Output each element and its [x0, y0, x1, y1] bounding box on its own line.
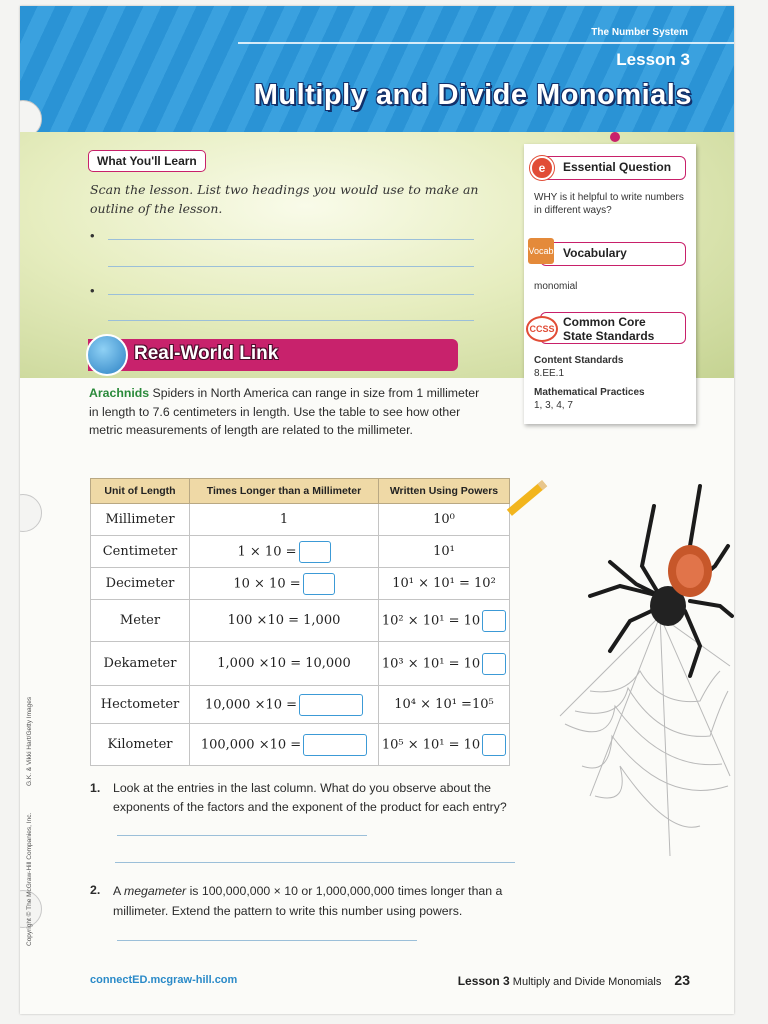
globe-icon — [86, 334, 128, 376]
question-text: Look at the entries in the last column. What do you observe about the exponents of the factors and the exponent of the product for each entry? — [113, 781, 507, 814]
paragraph-body: Spiders in North America can range in size from 1 millimeter in length to 7.6 centimeters in length. Use the table to see how other metric measurements of length are related to the millimeter. — [89, 386, 480, 437]
table-header-row — [91, 479, 510, 504]
unit-cell: Kilometer — [91, 724, 190, 766]
spider-web — [560, 616, 730, 856]
banner-divider — [238, 42, 734, 44]
math-practices-label: Mathematical Practices — [534, 387, 645, 398]
content-standards-label: Content Standards — [534, 355, 624, 366]
real-world-link-label: Real-World Link — [134, 343, 279, 364]
footer-lesson — [458, 972, 690, 988]
times-cell — [190, 504, 379, 536]
times-text: 100,000 ×10 = — [200, 737, 302, 752]
lesson-banner — [20, 6, 734, 132]
workbook-page — [20, 6, 734, 1014]
page-number: 23 — [674, 972, 690, 988]
powers-text: 10⁵ × 10¹ = 10 — [381, 737, 481, 752]
col-header: Times Longer than a Millimeter — [190, 479, 379, 504]
question-text-a: A — [113, 884, 124, 898]
answer-box[interactable] — [299, 694, 363, 716]
essential-question-icon: e — [530, 156, 554, 180]
essential-question-tag — [540, 156, 686, 180]
powers-text: 10² × 10¹ = 10 — [381, 613, 481, 628]
times-text: 1 × 10 = — [237, 544, 297, 559]
paragraph-lead: Arachnids — [89, 386, 150, 400]
exponent-box[interactable] — [482, 653, 506, 675]
answer-line[interactable] — [108, 239, 474, 240]
lesson-number: Lesson 3 — [616, 50, 690, 69]
powers-text: 10⁴ × 10¹ =10⁵ — [394, 697, 494, 712]
powers-cell — [379, 568, 510, 600]
powers-cell — [379, 686, 510, 724]
times-cell — [190, 642, 379, 686]
powers-text: 10¹ × 10¹ = 10² — [392, 576, 496, 591]
unit-kicker: The Number System — [591, 27, 688, 38]
page-title: Multiply and Divide Monomials — [253, 79, 692, 111]
times-text: 10 × 10 = — [233, 576, 301, 591]
math-practices-value: 1, 3, 4, 7 — [534, 400, 573, 411]
question-1 — [90, 779, 520, 836]
answer-line[interactable] — [115, 862, 515, 863]
times-cell — [190, 600, 379, 642]
answer-box[interactable] — [299, 541, 331, 563]
binder-hole — [20, 494, 42, 532]
table-row — [91, 536, 510, 568]
unit-cell: Dekameter — [91, 642, 190, 686]
spider-illustration — [550, 466, 734, 866]
answer-line[interactable] — [117, 835, 367, 836]
ccss-tag — [540, 312, 686, 344]
table-row — [91, 504, 510, 536]
table-row — [91, 568, 510, 600]
question-term: megameter — [123, 884, 187, 898]
table-row — [91, 600, 510, 642]
times-text: 10,000 ×10 = — [204, 697, 298, 712]
unit-cell: Meter — [91, 600, 190, 642]
intro-paragraph — [89, 384, 489, 440]
push-pin-icon — [610, 132, 620, 142]
table-row — [91, 686, 510, 724]
vocabulary-label: Vocabulary — [563, 246, 627, 260]
unit-cell: Hectometer — [91, 686, 190, 724]
learn-prompt: Scan the lesson. List two headings you would use to make an outline of the lesson. — [90, 182, 479, 216]
bullet-1: • — [90, 228, 95, 243]
essential-question-label: Essential Question — [563, 160, 672, 174]
content-standards-value: 8.EE.1 — [534, 368, 565, 379]
exponent-box[interactable] — [482, 610, 506, 632]
unit-cell: Centimeter — [91, 536, 190, 568]
times-cell — [190, 686, 379, 724]
table-row — [91, 724, 510, 766]
photo-credit: G.K. & Vikki Hart/Getty Images — [26, 696, 33, 786]
powers-cell — [379, 536, 510, 568]
footer-lesson-label: Lesson 3 — [457, 974, 510, 988]
length-table — [90, 478, 510, 766]
unit-cell: Decimeter — [91, 568, 190, 600]
times-text: 1,000 ×10 = 10,000 — [217, 656, 351, 671]
table-row — [91, 642, 510, 686]
powers-cell — [379, 504, 510, 536]
answer-line[interactable] — [117, 940, 417, 941]
exponent-box[interactable] — [482, 734, 506, 756]
powers-cell — [379, 724, 510, 766]
powers-text: 10³ × 10¹ = 10 — [381, 656, 481, 671]
powers-text: 10⁰ — [433, 512, 455, 527]
col-header: Unit of Length — [91, 479, 190, 504]
col-header: Written Using Powers — [379, 479, 510, 504]
footer-url[interactable]: connectED.mcgraw-hill.com — [90, 974, 238, 986]
ccss-label-1: Common Core — [563, 315, 646, 329]
answer-box[interactable] — [303, 734, 367, 756]
powers-cell — [379, 642, 510, 686]
times-cell — [190, 536, 379, 568]
vocabulary-icon: Vocab — [528, 238, 554, 264]
question-number: 1. — [90, 781, 101, 795]
question-2 — [90, 881, 520, 941]
ccss-icon: CCSS — [526, 316, 558, 342]
answer-box[interactable] — [303, 573, 335, 595]
footer-lesson-title: Multiply and Divide Monomials — [512, 976, 662, 988]
vocabulary-tag — [540, 242, 686, 266]
times-text: 1 — [279, 512, 289, 527]
powers-cell — [379, 600, 510, 642]
question-number: 2. — [90, 883, 101, 897]
times-cell — [190, 724, 379, 766]
credits — [26, 696, 40, 966]
powers-text: 10¹ — [433, 544, 455, 559]
question-text-b: is 100,000,000 × 10 or 1,000,000,000 times longer than a millimeter. Extend the pattern to write this number using powers. — [113, 884, 503, 918]
answer-line[interactable] — [108, 266, 474, 267]
what-youll-learn-label: What You'll Learn — [88, 150, 206, 172]
answer-line[interactable] — [108, 320, 474, 321]
unit-cell: Millimeter — [91, 504, 190, 536]
answer-line[interactable] — [108, 294, 474, 295]
bullet-2: • — [90, 283, 95, 298]
times-cell — [190, 568, 379, 600]
copyright-text: Copyright © The McGraw-Hill Companies, Inc. — [26, 812, 33, 946]
times-text: 100 ×10 = 1,000 — [227, 613, 341, 628]
pencil-icon — [507, 480, 547, 516]
essential-question-text: WHY is it helpful to write numbers in different ways? — [534, 192, 684, 216]
vocabulary-term: monomial — [534, 281, 578, 292]
ccss-label-2: State Standards — [563, 329, 655, 343]
